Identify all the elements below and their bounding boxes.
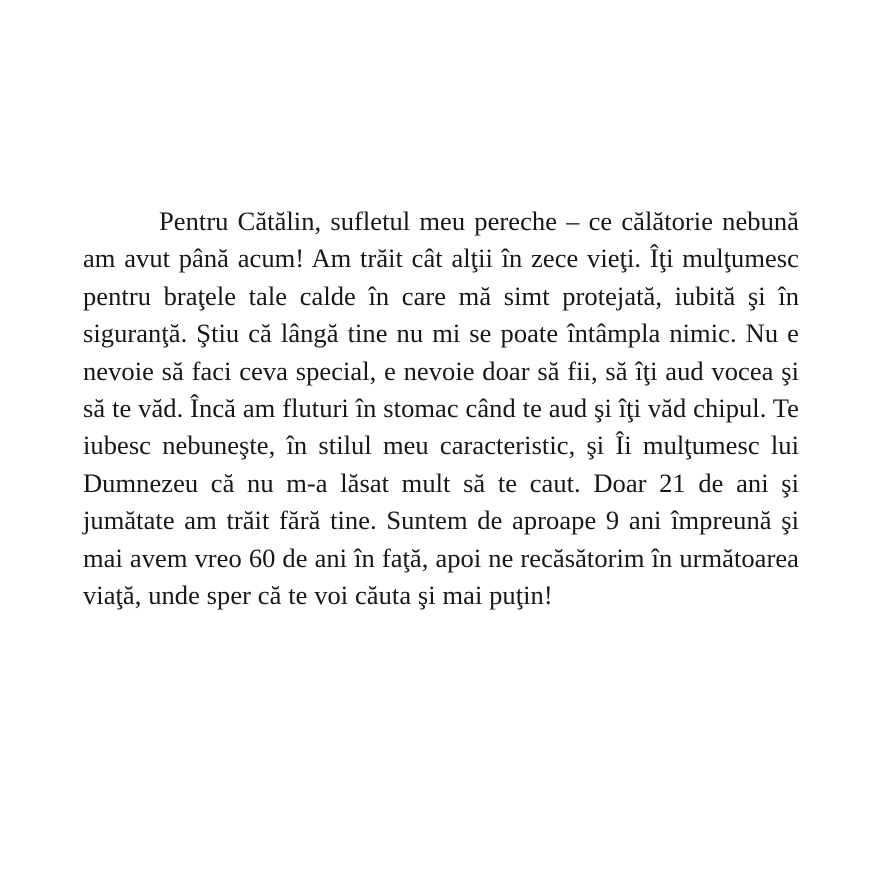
dedication-text-block [83,203,799,614]
dedication-paragraph: Pentru Cătălin, sufletul meu pereche – ce călătorie nebună am avut până acum! Am trăit cât alţii în zece vieţi. Îţi mulţumesc pentru braţele tale calde în care mă simt protejată, iubită şi în siguranţă. Ştiu că lângă tine nu mi se poate întâmpla nimic. Nu e nevoie să faci ceva special, e nevoie doar să fii, să îţi aud vocea şi să te văd. Încă am fluturi în stomac când te aud şi îţi văd chipul. Te iubesc nebuneşte, în stilul meu caracteristic, şi Îi mulţumesc lui Dumnezeu că nu m-a lăsat mult să te caut. Doar 21 de ani şi jumătate am trăit fără tine. Suntem de aproape 9 ani împreună şi mai avem vreo 60 de ani în faţă, apoi ne recăsătorim în următoarea viaţă, unde sper că te voi căuta şi mai puţin! [83,206,799,611]
